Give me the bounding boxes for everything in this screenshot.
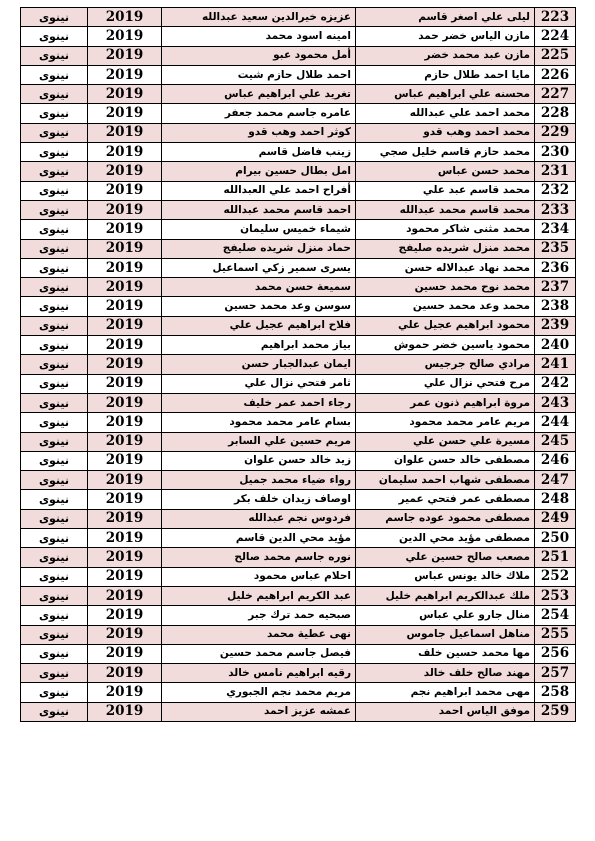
row-number: 238 [535, 297, 576, 316]
second-name: ثامر فتحي نزال علي [162, 374, 356, 393]
row-number: 247 [535, 471, 576, 490]
student-name: مصطفى مؤيد محي الدين [356, 529, 535, 548]
governorate-cell: نينوى [21, 258, 88, 277]
governorate-cell: نينوى [21, 297, 88, 316]
student-name: ملاك خالد يونس عباس [356, 567, 535, 586]
student-name: ليلى علي اصغر قاسم [356, 8, 535, 27]
second-name: احمد طلال حازم شيت [162, 65, 356, 84]
table-row [21, 336, 576, 355]
table-row [21, 355, 576, 374]
table-row [21, 490, 576, 509]
year-cell: 2019 [88, 509, 162, 528]
student-name: محمد حسن عباس [356, 162, 535, 181]
table-row [21, 509, 576, 528]
table-row [21, 162, 576, 181]
student-name: محمود ابراهيم عجيل علي [356, 316, 535, 335]
second-name: سميعة حسن محمد [162, 278, 356, 297]
row-number: 241 [535, 355, 576, 374]
governorate-cell: نينوى [21, 374, 88, 393]
student-name: مايا احمد طلال حازم [356, 65, 535, 84]
governorate-cell: نينوى [21, 509, 88, 528]
year-cell: 2019 [88, 548, 162, 567]
student-name: محمد نوح محمد حسين [356, 278, 535, 297]
row-number: 257 [535, 664, 576, 683]
governorate-cell: نينوى [21, 606, 88, 625]
year-cell: 2019 [88, 529, 162, 548]
governorate-cell: نينوى [21, 586, 88, 605]
table-row [21, 123, 576, 142]
table-row [21, 374, 576, 393]
table-row [21, 606, 576, 625]
second-name: عامره جاسم محمد جعفر [162, 104, 356, 123]
governorate-cell: نينوى [21, 683, 88, 702]
year-cell: 2019 [88, 683, 162, 702]
table-row [21, 664, 576, 683]
year-cell: 2019 [88, 567, 162, 586]
governorate-cell: نينوى [21, 413, 88, 432]
table-row [21, 548, 576, 567]
student-name: مرادي صالح جرجيس [356, 355, 535, 374]
governorate-cell: نينوى [21, 278, 88, 297]
year-cell: 2019 [88, 65, 162, 84]
student-name: ملك عبدالكريم ابراهيم خليل [356, 586, 535, 605]
student-name: مصطفى شهاب احمد سليمان [356, 471, 535, 490]
governorate-cell: نينوى [21, 85, 88, 104]
governorate-cell: نينوى [21, 104, 88, 123]
year-cell: 2019 [88, 336, 162, 355]
row-number: 223 [535, 8, 576, 27]
table-row [21, 27, 576, 46]
governorate-cell: نينوى [21, 123, 88, 142]
year-cell: 2019 [88, 413, 162, 432]
table-row [21, 200, 576, 219]
governorate-cell: نينوى [21, 220, 88, 239]
row-number: 244 [535, 413, 576, 432]
row-number: 250 [535, 529, 576, 548]
second-name: تغريد علي ابراهيم عباس [162, 85, 356, 104]
governorate-cell: نينوى [21, 393, 88, 412]
second-name: حماد منزل شريده صليفج [162, 239, 356, 258]
second-name: امينه اسود محمد [162, 27, 356, 46]
table-row [21, 683, 576, 702]
row-number: 225 [535, 46, 576, 65]
table-row [21, 278, 576, 297]
year-cell: 2019 [88, 181, 162, 200]
second-name: عبد الكريم ابراهيم خليل [162, 586, 356, 605]
governorate-cell: نينوى [21, 316, 88, 335]
governorate-cell: نينوى [21, 181, 88, 200]
governorate-cell: نينوى [21, 625, 88, 644]
student-name: مصعب صالح حسين علي [356, 548, 535, 567]
governorate-cell: نينوى [21, 65, 88, 84]
student-name: محسنه علي ابراهيم عباس [356, 85, 535, 104]
year-cell: 2019 [88, 471, 162, 490]
governorate-cell: نينوى [21, 702, 88, 721]
second-name: زيد خالد حسن علوان [162, 451, 356, 470]
row-number: 235 [535, 239, 576, 258]
year-cell: 2019 [88, 586, 162, 605]
student-name: محمد قاسم عبد علي [356, 181, 535, 200]
row-number: 242 [535, 374, 576, 393]
row-number: 256 [535, 644, 576, 663]
records-table [20, 7, 576, 722]
table-row [21, 644, 576, 663]
second-name: عزيزه خيرالدين سعيد عبدالله [162, 8, 356, 27]
table-row [21, 529, 576, 548]
row-number: 248 [535, 490, 576, 509]
table-row [21, 432, 576, 451]
row-number: 236 [535, 258, 576, 277]
row-number: 249 [535, 509, 576, 528]
row-number: 227 [535, 85, 576, 104]
row-number: 240 [535, 336, 576, 355]
second-name: اوصاف زيدان خلف بكر [162, 490, 356, 509]
table-row [21, 625, 576, 644]
row-number: 226 [535, 65, 576, 84]
year-cell: 2019 [88, 625, 162, 644]
table-row [21, 297, 576, 316]
second-name: احمد قاسم محمد عبدالله [162, 200, 356, 219]
row-number: 258 [535, 683, 576, 702]
year-cell: 2019 [88, 239, 162, 258]
year-cell: 2019 [88, 85, 162, 104]
student-name: منال جارو علي عباس [356, 606, 535, 625]
table-row [21, 567, 576, 586]
row-number: 229 [535, 123, 576, 142]
second-name: أمل محمود عبو [162, 46, 356, 65]
governorate-cell: نينوى [21, 143, 88, 162]
student-name: محمد منزل شريده صليفج [356, 239, 535, 258]
year-cell: 2019 [88, 27, 162, 46]
year-cell: 2019 [88, 393, 162, 412]
row-number: 246 [535, 451, 576, 470]
second-name: نوره جاسم محمد صالح [162, 548, 356, 567]
year-cell: 2019 [88, 374, 162, 393]
governorate-cell: نينوى [21, 490, 88, 509]
student-name: مرح فتحي نزال علي [356, 374, 535, 393]
year-cell: 2019 [88, 220, 162, 239]
governorate-cell: نينوى [21, 432, 88, 451]
year-cell: 2019 [88, 143, 162, 162]
governorate-cell: نينوى [21, 548, 88, 567]
second-name: يسرى سمير زكي اسماعيل [162, 258, 356, 277]
second-name: فيصل جاسم محمد حسين [162, 644, 356, 663]
second-name: كوثر احمد وهب قدو [162, 123, 356, 142]
student-name: موفق الياس احمد [356, 702, 535, 721]
second-name: مريم محمد نجم الجبوري [162, 683, 356, 702]
year-cell: 2019 [88, 297, 162, 316]
row-number: 231 [535, 162, 576, 181]
table-row [21, 393, 576, 412]
table-row [21, 258, 576, 277]
student-name: محمود ياسين خضر حموش [356, 336, 535, 355]
table-row [21, 8, 576, 27]
governorate-cell: نينوى [21, 471, 88, 490]
student-name: مصطفى عمر فتحي عمير [356, 490, 535, 509]
student-name: مصطفى محمود عوده جاسم [356, 509, 535, 528]
table-row [21, 413, 576, 432]
row-number: 239 [535, 316, 576, 335]
governorate-cell: نينوى [21, 451, 88, 470]
row-number: 232 [535, 181, 576, 200]
student-name: محمد حازم قاسم خليل صجي [356, 143, 535, 162]
table-row [21, 104, 576, 123]
student-name: مهى محمد ابراهيم نجم [356, 683, 535, 702]
governorate-cell: نينوى [21, 162, 88, 181]
row-number: 255 [535, 625, 576, 644]
year-cell: 2019 [88, 200, 162, 219]
student-name: محمد نهاد عبدالاله حسن [356, 258, 535, 277]
year-cell: 2019 [88, 606, 162, 625]
student-name: مريم عامر محمد محمود [356, 413, 535, 432]
student-name: مازن الياس خضر حمد [356, 27, 535, 46]
second-name: رقيه ابراهيم نامس خالد [162, 664, 356, 683]
governorate-cell: نينوى [21, 336, 88, 355]
table-row [21, 46, 576, 65]
year-cell: 2019 [88, 355, 162, 374]
year-cell: 2019 [88, 644, 162, 663]
table-row [21, 702, 576, 721]
second-name: زينب فاضل قاسم [162, 143, 356, 162]
year-cell: 2019 [88, 664, 162, 683]
student-name: محمد مثنى شاكر محمود [356, 220, 535, 239]
row-number: 259 [535, 702, 576, 721]
row-number: 243 [535, 393, 576, 412]
second-name: نهى عطية محمد [162, 625, 356, 644]
table-row [21, 471, 576, 490]
table-row [21, 85, 576, 104]
student-name: مسيرة علي حسن علي [356, 432, 535, 451]
row-number: 254 [535, 606, 576, 625]
student-name: مازن عبد محمد خضر [356, 46, 535, 65]
row-number: 224 [535, 27, 576, 46]
table-row [21, 181, 576, 200]
year-cell: 2019 [88, 432, 162, 451]
student-name: محمد احمد وهب قدو [356, 123, 535, 142]
governorate-cell: نينوى [21, 239, 88, 258]
second-name: شيماء خميس سليمان [162, 220, 356, 239]
row-number: 253 [535, 586, 576, 605]
governorate-cell: نينوى [21, 664, 88, 683]
student-name: مصطفى خالد حسن علوان [356, 451, 535, 470]
second-name: امل بطال حسين بيرام [162, 162, 356, 181]
table-row [21, 316, 576, 335]
governorate-cell: نينوى [21, 46, 88, 65]
second-name: صبحيه حمد ترك جبر [162, 606, 356, 625]
student-name: محمد وعد محمد حسين [356, 297, 535, 316]
year-cell: 2019 [88, 316, 162, 335]
year-cell: 2019 [88, 46, 162, 65]
year-cell: 2019 [88, 451, 162, 470]
table-body [21, 8, 576, 722]
year-cell: 2019 [88, 702, 162, 721]
governorate-cell: نينوى [21, 644, 88, 663]
table-row [21, 143, 576, 162]
second-name: بسام عامر محمد محمود [162, 413, 356, 432]
student-name: محمد احمد علي عبدالله [356, 104, 535, 123]
second-name: سوسن وعد محمد حسين [162, 297, 356, 316]
row-number: 237 [535, 278, 576, 297]
second-name: بياز محمد ابراهيم [162, 336, 356, 355]
student-name: مهند صالح خلف خالد [356, 664, 535, 683]
second-name: فلاح ابراهيم عجيل علي [162, 316, 356, 335]
table-row [21, 220, 576, 239]
row-number: 234 [535, 220, 576, 239]
second-name: مريم حسين علي السابر [162, 432, 356, 451]
table-row [21, 65, 576, 84]
table-row [21, 451, 576, 470]
second-name: مؤيد محي الدين قاسم [162, 529, 356, 548]
student-name: مروة ابراهيم ذنون عمر [356, 393, 535, 412]
second-name: احلام عباس محمود [162, 567, 356, 586]
row-number: 245 [535, 432, 576, 451]
second-name: ايمان عبدالجبار حسن [162, 355, 356, 374]
governorate-cell: نينوى [21, 8, 88, 27]
year-cell: 2019 [88, 278, 162, 297]
table-row [21, 586, 576, 605]
second-name: فردوس نجم عبدالله [162, 509, 356, 528]
row-number: 230 [535, 143, 576, 162]
year-cell: 2019 [88, 162, 162, 181]
row-number: 252 [535, 567, 576, 586]
governorate-cell: نينوى [21, 27, 88, 46]
second-name: أفراح احمد علي العبدالله [162, 181, 356, 200]
year-cell: 2019 [88, 258, 162, 277]
row-number: 233 [535, 200, 576, 219]
year-cell: 2019 [88, 104, 162, 123]
governorate-cell: نينوى [21, 567, 88, 586]
second-name: عمشه عزيز احمد [162, 702, 356, 721]
row-number: 228 [535, 104, 576, 123]
second-name: رواء ضياء محمد جميل [162, 471, 356, 490]
row-number: 251 [535, 548, 576, 567]
governorate-cell: نينوى [21, 355, 88, 374]
governorate-cell: نينوى [21, 529, 88, 548]
second-name: رجاء احمد عمر خليف [162, 393, 356, 412]
student-name: مناهل اسماعيل جاموس [356, 625, 535, 644]
year-cell: 2019 [88, 123, 162, 142]
year-cell: 2019 [88, 8, 162, 27]
governorate-cell: نينوى [21, 200, 88, 219]
year-cell: 2019 [88, 490, 162, 509]
student-name: محمد قاسم محمد عبدالله [356, 200, 535, 219]
student-name: مها محمد حسين خلف [356, 644, 535, 663]
table-row [21, 239, 576, 258]
